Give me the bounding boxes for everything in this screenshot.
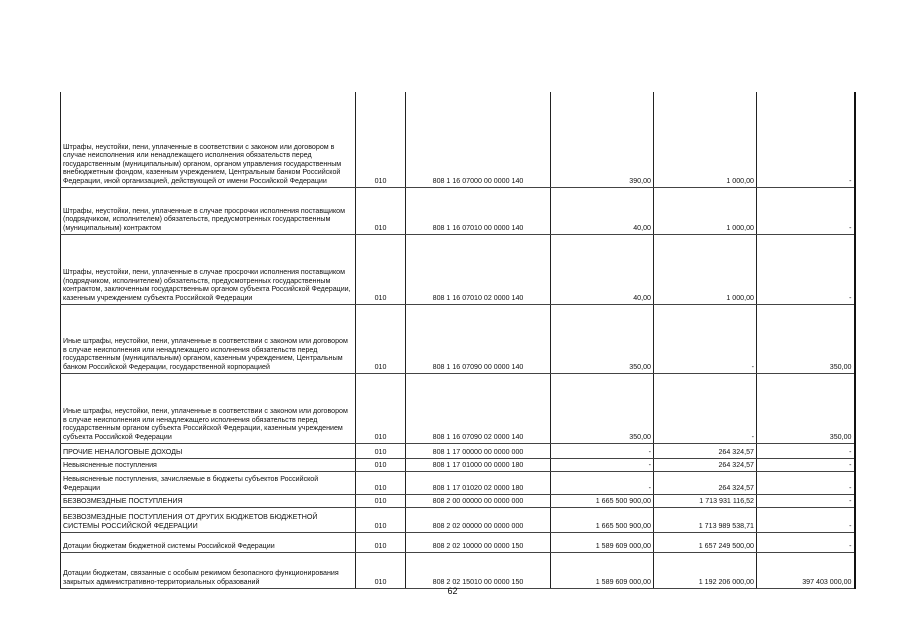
row-budget-code: 808 2 02 00000 00 0000 000 (406, 507, 551, 532)
row-remaining: - (757, 471, 855, 494)
row-remaining: 397 403 000,00 (757, 552, 855, 588)
row-remaining: - (757, 507, 855, 532)
table-row (61, 92, 855, 187)
row-executed: 1 713 931 116,52 (654, 494, 757, 507)
row-plan: 1 589 609 000,00 (551, 532, 654, 552)
table-row (61, 494, 855, 507)
row-name: БЕЗВОЗМЕЗДНЫЕ ПОСТУПЛЕНИЯ ОТ ДРУГИХ БЮДЖЕТОВ БЮДЖЕТНОЙ СИСТЕМЫ РОССИЙСКОЙ ФЕДЕРАЦИИ (61, 507, 356, 532)
row-executed: 264 324,57 (654, 458, 757, 471)
row-executed: 1 000,00 (654, 187, 757, 234)
row-plan: 350,00 (551, 373, 654, 443)
row-remaining: 350,00 (757, 304, 855, 373)
row-remaining: - (757, 234, 855, 304)
table-row (61, 552, 855, 588)
row-executed: - (654, 304, 757, 373)
row-budget-code: 808 1 17 01020 02 0000 180 (406, 471, 551, 494)
row-budget-code: 808 1 16 07010 00 0000 140 (406, 187, 551, 234)
row-plan: 40,00 (551, 187, 654, 234)
table-row (61, 304, 855, 373)
row-budget-code: 808 1 16 07090 02 0000 140 (406, 373, 551, 443)
page-number: 62 (447, 586, 458, 596)
row-plan: 40,00 (551, 234, 654, 304)
row-executed: 264 324,57 (654, 443, 757, 458)
row-line-code: 010 (356, 443, 406, 458)
row-remaining: - (757, 92, 855, 187)
row-budget-code: 808 2 02 15010 00 0000 150 (406, 552, 551, 588)
row-budget-code: 808 1 16 07090 00 0000 140 (406, 304, 551, 373)
row-remaining: - (757, 458, 855, 471)
row-executed: 264 324,57 (654, 471, 757, 494)
row-executed: 1 000,00 (654, 234, 757, 304)
row-executed: 1 657 249 500,00 (654, 532, 757, 552)
row-budget-code: 808 1 17 01000 00 0000 180 (406, 458, 551, 471)
row-name: Иные штрафы, неустойки, пени, уплаченные в соответствии с законом или договором в случае неисполнения или ненадлежащего исполнения обязательств перед государственным органом субъекта Российской Федерации, казенным учреждением субъекта Российской Федерации (61, 373, 356, 443)
table-row (61, 373, 855, 443)
row-name: БЕЗВОЗМЕЗДНЫЕ ПОСТУПЛЕНИЯ (61, 494, 356, 507)
row-line-code: 010 (356, 458, 406, 471)
table-row (61, 532, 855, 552)
table-row (61, 471, 855, 494)
row-plan: - (551, 471, 654, 494)
row-name: Невыясненные поступления, зачисляемые в бюджеты субъектов Российской Федерации (61, 471, 356, 494)
table-row (61, 234, 855, 304)
row-remaining: - (757, 494, 855, 507)
row-name: Штрафы, неустойки, пени, уплаченные в случае просрочки исполнения поставщиком (подрядчиком, исполнителем) обязательств, предусмотренных государственным (муниципальным) контрактом (61, 187, 356, 234)
row-remaining: 350,00 (757, 373, 855, 443)
row-plan: - (551, 458, 654, 471)
row-budget-code: 808 2 02 10000 00 0000 150 (406, 532, 551, 552)
row-plan: 1 589 609 000,00 (551, 552, 654, 588)
row-line-code: 010 (356, 532, 406, 552)
table-row (61, 458, 855, 471)
row-line-code: 010 (356, 187, 406, 234)
row-name: Дотации бюджетам, связанные с особым режимом безопасного функционирования закрытых административно-территориальных образований (61, 552, 356, 588)
revenue-table (60, 92, 856, 589)
row-line-code: 010 (356, 304, 406, 373)
row-name: Иные штрафы, неустойки, пени, уплаченные в соответствии с законом или договором в случае неисполнения или ненадлежащего исполнения обязательств перед государственным (муниципальным) органом, казенным учреждением, Центральным банком Российской Федерации, государственной корпорацией (61, 304, 356, 373)
row-line-code: 010 (356, 471, 406, 494)
table-row (61, 507, 855, 532)
row-name: Дотации бюджетам бюджетной системы Российской Федерации (61, 532, 356, 552)
row-plan: 1 665 500 900,00 (551, 507, 654, 532)
row-line-code: 010 (356, 92, 406, 187)
row-remaining: - (757, 443, 855, 458)
row-budget-code: 808 1 16 07010 02 0000 140 (406, 234, 551, 304)
row-plan: - (551, 443, 654, 458)
row-name: Невыясненные поступления (61, 458, 356, 471)
table-row (61, 187, 855, 234)
row-plan: 350,00 (551, 304, 654, 373)
row-name: Штрафы, неустойки, пени, уплаченные в случае просрочки исполнения поставщиком (подрядчиком, исполнителем) обязательств, предусмотренных государственным контрактом, заключенным государственным органом субъекта Российской Федерации, казенным учреждением субъекта Российской Федерации (61, 234, 356, 304)
row-line-code: 010 (356, 373, 406, 443)
row-remaining: - (757, 187, 855, 234)
row-executed: 1 192 206 000,00 (654, 552, 757, 588)
row-budget-code: 808 1 17 00000 00 0000 000 (406, 443, 551, 458)
row-executed: - (654, 373, 757, 443)
row-plan: 1 665 500 900,00 (551, 494, 654, 507)
row-executed: 1 713 989 538,71 (654, 507, 757, 532)
row-plan: 390,00 (551, 92, 654, 187)
table-row (61, 443, 855, 458)
row-line-code: 010 (356, 494, 406, 507)
row-budget-code: 808 1 16 07000 00 0000 140 (406, 92, 551, 187)
row-budget-code: 808 2 00 00000 00 0000 000 (406, 494, 551, 507)
row-line-code: 010 (356, 234, 406, 304)
row-line-code: 010 (356, 507, 406, 532)
row-name: Штрафы, неустойки, пени, уплаченные в соответствии с законом или договором в случае неисполнения или ненадлежащего исполнения обязательств перед государственным (муниципальным) органом, органом управления государственным внебюджетным фондом, казенным учреждением, Центральным банком Российской Федерации, иной организацией, действующей от имени Российской Федерации (61, 92, 356, 187)
row-remaining: - (757, 532, 855, 552)
row-name: ПРОЧИЕ НЕНАЛОГОВЫЕ ДОХОДЫ (61, 443, 356, 458)
row-line-code: 010 (356, 552, 406, 588)
row-executed: 1 000,00 (654, 92, 757, 187)
